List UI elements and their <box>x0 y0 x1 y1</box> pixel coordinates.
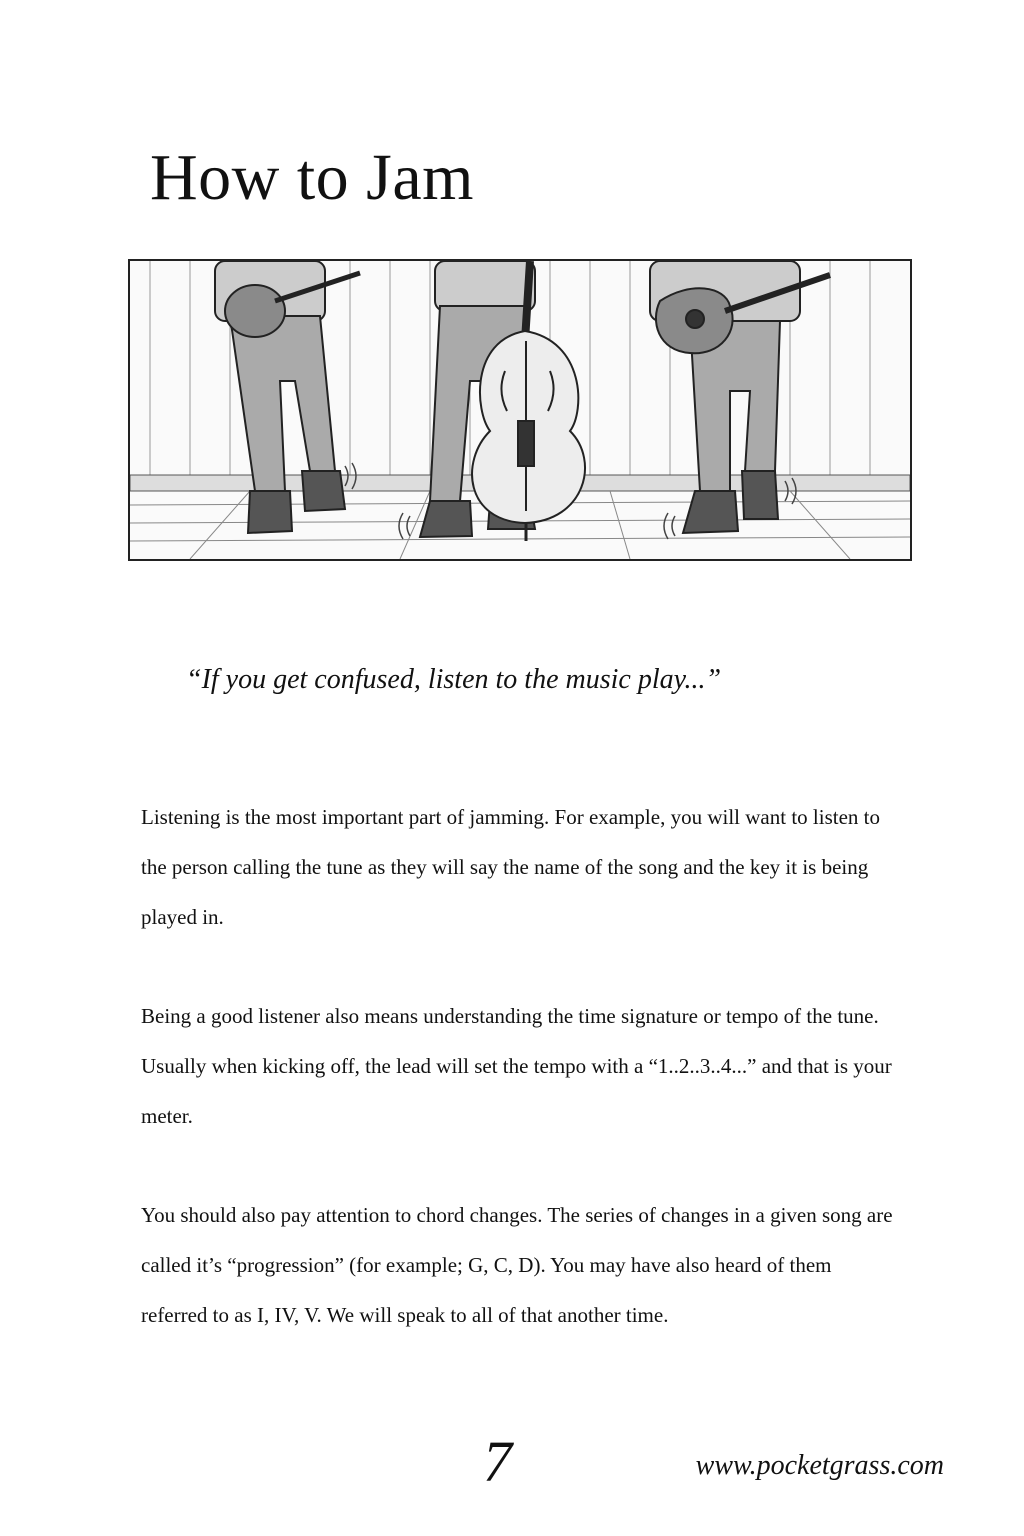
page-number: 7 <box>483 1429 512 1494</box>
musicians-illustration <box>128 259 912 561</box>
paragraph-listening: Listening is the most important part of jamming. For example, you will want to listen to the person calling the tune as they will say the name of the song and the key it is being played in. <box>141 805 880 929</box>
website-url[interactable]: www.pocketgrass.com <box>695 1450 944 1481</box>
mandolin-player <box>215 261 360 533</box>
page-title: How to Jam <box>150 141 474 214</box>
paragraph-tempo: Being a good listener also means understanding the time signature or tempo of the tune. Usually when kicking off, the lead will set the tempo with a “1..2..3..4...” and that is your meter. <box>141 1004 892 1128</box>
quote: “If you get confused, listen to the music play...” <box>186 664 722 695</box>
paragraph-chords: You should also pay attention to chord changes. The series of changes in a given song are called it’s “progression” (for example; G, C, D). You may have also heard of them referred to as I, IV, V. We will speak to all of that another time. <box>141 1203 893 1327</box>
